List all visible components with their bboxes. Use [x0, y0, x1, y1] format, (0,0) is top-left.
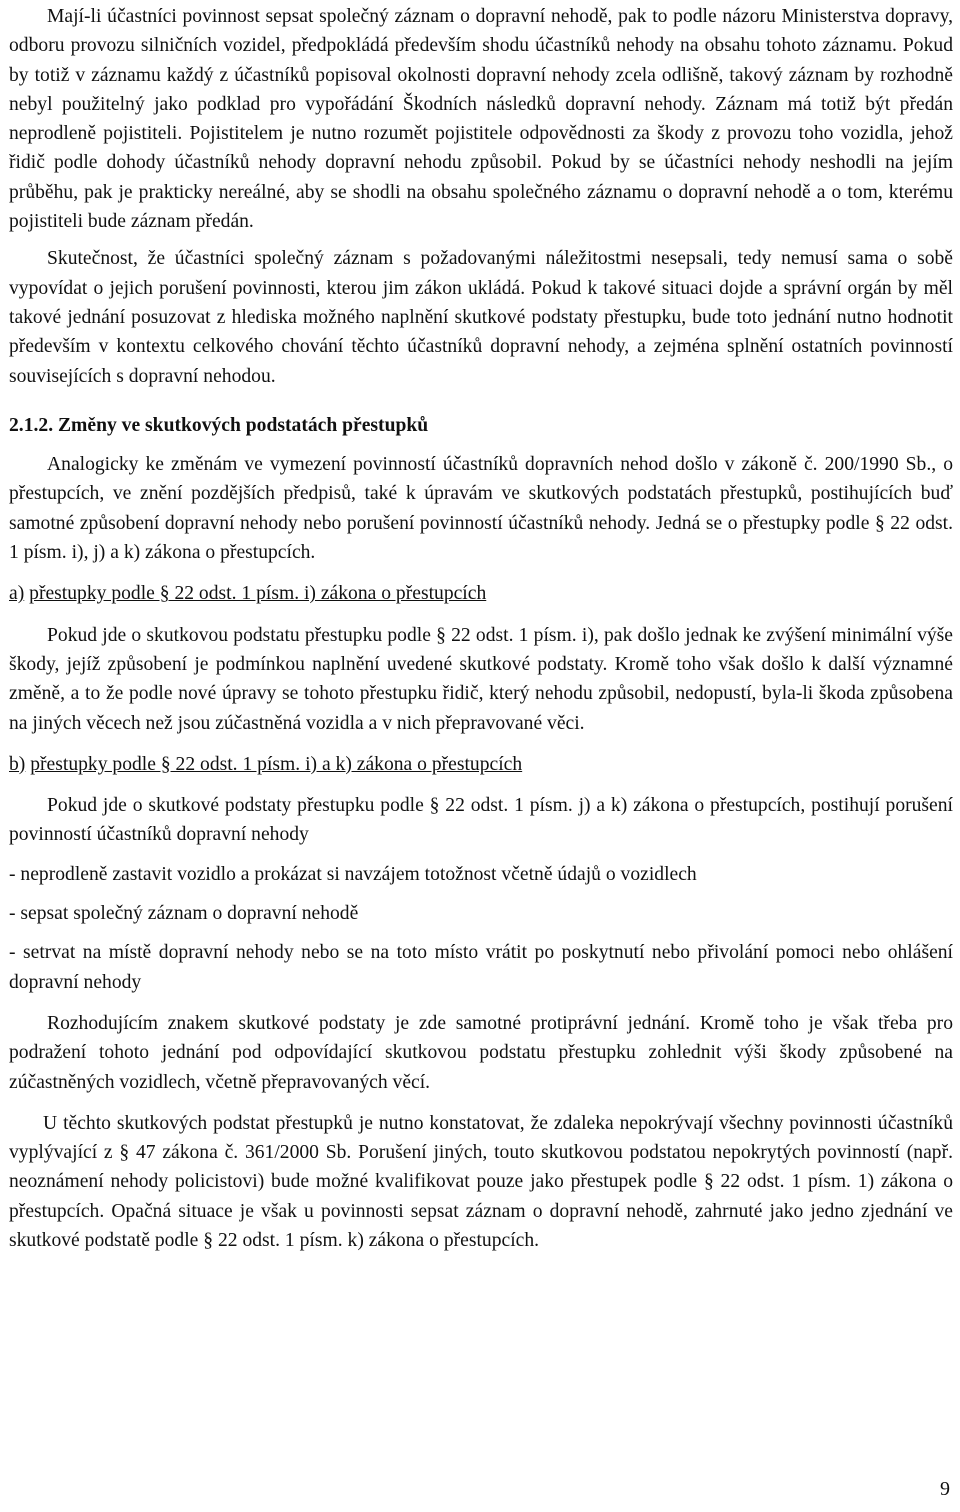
list-item-2: - sepsat společný záznam o dopravní nehodě [9, 903, 359, 925]
paragraph-5: Pokud jde o skutkové podstaty přestupku podle § 22 odst. 1 písm. j) a k) zákona o přestupcích, postihují porušení povinností účastníků dopravní nehody [9, 795, 953, 846]
section-heading: 2.1.2. Změny ve skutkových podstatách přestupků [9, 414, 429, 436]
paragraph-6: Rozhodujícím znakem skutkové podstaty je zde samotné protiprávní jednání. Kromě toho je však třeba pro podražení tohoto jednání pod odpovídající skutkovou podstatu přestupku zohlednit výši škody způsobené na zúčastněných vozidlech, včetně přepravovaných věcí. [9, 1012, 953, 1093]
list-item-1: - neprodleně zastavit vozidlo a prokázat si navzájem totožnost včetně údajů o vozidlech [9, 863, 697, 885]
page-number: 9 [940, 1478, 950, 1500]
paragraph-3: Analogicky ke změnám ve vymezení povinností účastníků dopravních nehod došlo v zákoně č. 200/1990 Sb., o přestupcích, ve znění pozdějších předpisů, také k úpravám ve skutkových podstatách přestupků, postihujících buď samotné způsobení dopravní nehody nebo porušení povinností účastníků nehody. Jedná se o přestupky podle § 22 odst. 1 písm. i), j) a k) zákona o přestupcích. [9, 454, 953, 564]
subheading-a [9, 579, 953, 608]
document-page [9, 0, 953, 1255]
paragraph-1: Mají-li účastníci povinnost sepsat společný záznam o dopravní nehodě, pak to podle názoru Ministerstva dopravy, odboru provozu silničních vozidel, předpokládá především shodu účastníků nehody na obsahu tohoto záznamu. Pokud by totiž v záznamu každý z účastníků popisoval okolnosti dopravní nehody zcela odlišně, takový záznam by rozhodně nebyl použitelný jako podklad pro vypořádání Škodních následků dopravní nehody. Záznam má totiž být předán neprodleně pojistiteli. Pojistitelem je nutno rozumět pojistitele odpovědnosti za škody z provozu toho vozidla, jehož řidič podle dohody účastníků nehody dopravní nehodu způsobil. Pokud by se účastníci nehody neshodli na jejím průběhu, pak je prakticky nereálné, aby se shodli na obsahu společného záznamu o dopravní nehodě a o tom, kterému pojistiteli bude záznam předán. [9, 6, 953, 233]
subheading-b-letter: b) [9, 753, 26, 775]
subheading-a-letter: a) [9, 583, 25, 605]
paragraph-4: Pokud jde o skutkovou podstatu přestupku podle § 22 odst. 1 písm. i), pak došlo jednak ke zvýšení minimální výše škody, jejíž způsobení je podmínkou naplnění uvedené skutkové podstaty. Kromě toho však došlo k další významné změně, a to že podle nové úpravy se tohoto přestupku řidič, který nehodu způsobil, nedopustí, byla-li škoda způsobena na jiných věcech než jsou zúčastněná vozidla a v nich přepravované věci. [9, 624, 953, 734]
paragraph-7: U těchto skutkových podstat přestupků je nutno konstatovat, že zdaleka nepokrývají všechny povinnosti účastníků vyplývající z § 47 zákona č. 361/2000 Sb. Porušení jiných, touto skutkovou podstatou nepokrytých povinností (např. neoznámení nehody policistovi) bude možné kvalifikovat pouze jako přestupek podle § 22 odst. 1 písm. 1) zákona o přestupcích. Opačná situace je však u povinnosti sepsat záznam o dopravní nehodě, zahrnuté jako jedno zjednání ve skutkové podstatě podle § 22 odst. 1 písm. k) zákona o přestupcích. [9, 1112, 953, 1251]
subheading-a-text: přestupky podle § 22 odst. 1 písm. i) zákona o přestupcích [29, 583, 487, 605]
subheading-b-text: přestupky podle § 22 odst. 1 písm. i) a k) zákona o přestupcích [30, 753, 523, 775]
subheading-b [9, 750, 953, 779]
paragraph-2: Skutečnost, že účastníci společný záznam s požadovanými náležitostmi nesepsali, tedy nemusí sama o sobě vypovídat o jejich porušení povinnosti, kterou jim zákon ukládá. Pokud k takové situaci dojde a správní orgán by měl takové jednání posuzovat z hlediska možného naplnění skutkové podstaty přestupku, bude toto jednání nutno hodnotit především v kontextu celkového chování těchto účastníků dopravní nehody, a zejména splnění ostatních povinností souvisejících s dopravní nehodou. [9, 248, 953, 387]
list-item-3: - setrvat na místě dopravní nehody nebo se na toto místo vrátit po poskytnutí nebo přivolání pomoci nebo ohlášení dopravní nehody [9, 942, 953, 993]
